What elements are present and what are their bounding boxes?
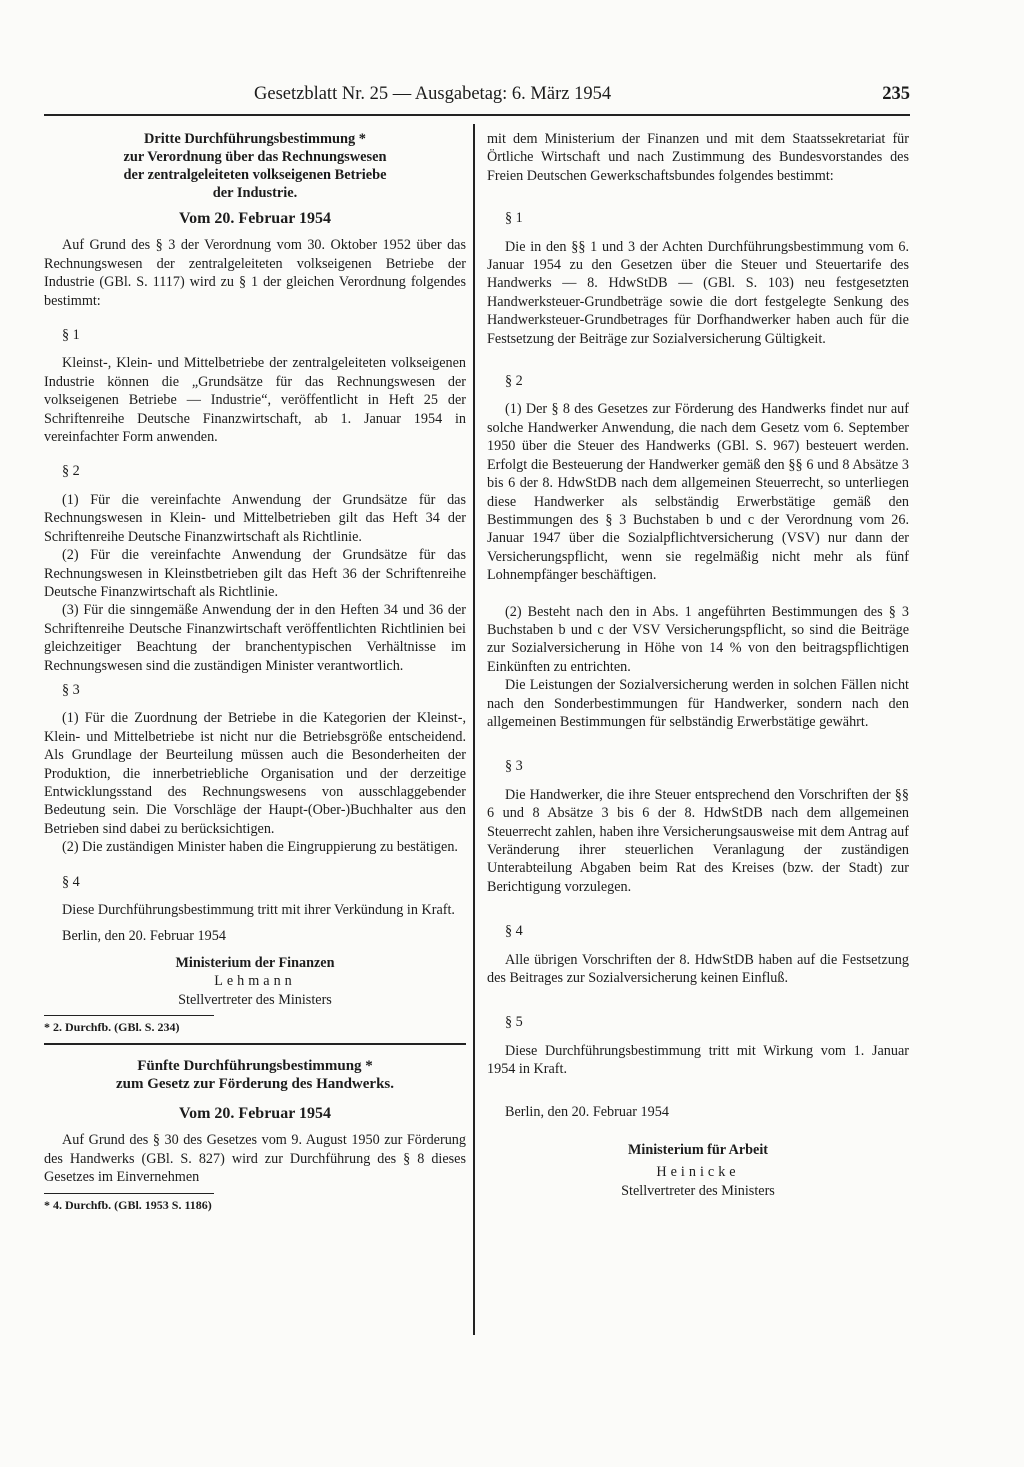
decree2-date: Vom 20. Februar 1954 xyxy=(179,1105,331,1123)
decree1-section-2-par1: (1) Für die vereinfachte Anwendung der Grundsätze für das Rechnungswesen in Klein- und Mittelbetrieben gilt das Heft 34 der Schriftenreihe Deutsche Finanzwirtschaft als Richtlinie. xyxy=(44,491,466,545)
decree2-section-2-par3: Die Leistungen der Sozialversicherung werden in solchen Fällen nicht nach den Sonderbestimmungen für Handwerker, sondern nach den allgemeinen Bestimmungen für selbständig Erwerbstätige gewährt. xyxy=(487,677,909,730)
decree2-section-4-text: Alle übrigen Vorschriften der 8. HdwStDB haben auf die Festsetzung des Beitrages zur Sozialversicherung keinen Einfluß. xyxy=(487,951,909,987)
right-column xyxy=(487,130,909,1200)
decree2-section-3-title: § 3 xyxy=(505,758,523,775)
decree2-signature-place: Berlin, den 20. Februar 1954 xyxy=(505,1103,669,1120)
decree2-ministry: Ministerium für Arbeit xyxy=(627,1142,769,1159)
decree1-section-3-title: § 3 xyxy=(62,681,80,698)
decree1-date: Vom 20. Februar 1954 xyxy=(179,210,331,227)
decree1-section-1-text: Kleinst-, Klein- und Mittelbetriebe der zentralgeleiteten volkseigenen Industrie können die „Grundsätze für das Rechnungswesen der volkseigenen Betriebe — Industrie“, veröffentlicht in Heft 25 der Schriftenreihe Deutsche Finanzwirtschaft, ab 1. Januar 1954 in vereinfachter Form anwenden. xyxy=(44,355,466,446)
decree1-section-3-par2: (2) Die zuständigen Minister haben die Eingruppierung zu bestätigen. xyxy=(62,839,458,856)
decree1-section-2-par3: (3) Für die sinngemäße Anwendung der in den Heften 34 und 36 der Schriftenreihe Deutsche Finanzwirtschaft veröffentlichten Richtlinien bei gleichzeitiger Beachtung der branchentypischen Verhältnisse im Rechnungswesen sind die zuständigen Minister verantwortlich. xyxy=(44,602,466,674)
decree2-signer: Heinicke xyxy=(656,1164,740,1181)
decree1-section-1-title: § 1 xyxy=(62,327,80,344)
footnote-rule xyxy=(44,1015,214,1016)
footnote-rule xyxy=(44,1193,214,1194)
decree1-section-2-par2: (2) Für die vereinfachte Anwendung der Grundsätze für das Rechnungswesen in Kleinstbetrieben gilt das Heft 36 der Schriftenreihe Deutsche Finanzwirtschaft als Richtlinie. xyxy=(44,547,466,600)
decree2-section-3-text: Die Handwerker, die ihre Steuer entsprechend den Vorschriften der §§ 6 und 8 Absätze 3 bis 6 der 8. HdwStDB nach dem allgemeinen Steuerrecht zahlen, haben ihre Versicherungsausweise mit dem Antrag auf Veränderung ihrer steuerlichen Veranlagung der zuständigen Unterabteilung Abgaben beim Rat des Kreises (bzw. der Stadt) zur Berichtigung vorzulegen. xyxy=(487,786,909,895)
decree1-section-2-title: § 2 xyxy=(62,463,80,480)
decree1-ministry: Ministerium der Finanzen xyxy=(175,954,335,971)
decree2-footnote: * 4. Durchfb. (GBl. 1953 S. 1186) xyxy=(44,1197,212,1212)
gazette-title: Gesetzblatt Nr. 25 — Ausgabetag: 6. März 1954 xyxy=(254,84,612,104)
decree2-section-5-title: § 5 xyxy=(505,1014,523,1031)
decree1-heading xyxy=(44,130,466,202)
decree2-heading xyxy=(44,1057,466,1093)
decree1-section-4-title: § 4 xyxy=(62,873,80,890)
decree1-section-3-par1: (1) Für die Zuordnung der Betriebe in die Kategorien der Kleinst-, Klein- und Mittelbetriebe ist nicht nur die Betriebsgröße entscheidend. Als Grundlage der Beurteilung müssen auch die Besonderheiten der Produktion, die innerbetriebliche Organisation und der derzeitige Entwicklungsstand des Rechnungswesens von ausschlaggebender Bedeutung sein. Die Vorschläge der Haupt-(Ober-)Buchhalter aus den Betrieben sind dabei zu berücksichtigen. xyxy=(44,710,466,837)
decree2-section-2-title: § 2 xyxy=(505,373,523,390)
decree2-section-1-title: § 1 xyxy=(505,210,523,227)
decree2-section-5-text: Diese Durchführungsbestimmung tritt mit Wirkung vom 1. Januar 1954 in Kraft. xyxy=(487,1042,909,1078)
decree2-heading-line: zum Gesetz zur Förderung des Handwerks. xyxy=(115,1076,395,1093)
decree1-heading-line: der Industrie. xyxy=(212,185,298,201)
decree1-footnote: * 2. Durchfb. (GBl. S. 234) xyxy=(44,1020,180,1035)
decree2-heading-line: Fünfte Durchführungsbestimmung * xyxy=(137,1058,373,1075)
decree1-signer-role: Stellvertreter des Ministers xyxy=(178,991,332,1008)
decree2-section-2-par2: (2) Besteht nach den in Abs. 1 angeführten Bestimmungen des § 3 Buchstaben b und c der VSV Versicherungspflicht, so sind die Beiträge zur Sozialversicherung in Höhe von 14 % von den beitragspflichtigen Einkünften zu entrichten. xyxy=(487,603,909,675)
page-number: 235 xyxy=(882,84,910,104)
decree-separator xyxy=(44,1043,466,1045)
page-header xyxy=(44,84,910,114)
decree2-section-2-par1: (1) Der § 8 des Gesetzes zur Förderung des Handwerks findet nur auf solche Handwerker Anwendung, die nach dem Gesetz vom 6. September 1950 über die Steuer des Handwerks (GBl. S. 967) besteuert werden. Erfolgt die Besteuerung der Handwerker gemäß den §§ 6 und 8 Absätze 3 bis 6 der 8. HdwStDB nach dem allgemeinen Steuerrecht, so unterliegen diese Handwerker als selbständig Erwerbstätige gemäß den Bestimmungen des § 3 Buchstaben b und c der Verordnung vom 26. Januar 1947 über die Sozialpflichtversicherung (VSV) nur dann der Versicherungspflicht, wenn sie regelmäßig nicht mehr als fünf Lohnempfänger beschäftigen. xyxy=(487,401,909,584)
decree1-heading-line: Dritte Durchführungsbestimmung * xyxy=(143,131,366,147)
decree1-section-4-text: Diese Durchführungsbestimmung tritt mit ihrer Verkündung in Kraft. xyxy=(62,902,455,918)
decree1-signer: Lehmann xyxy=(214,973,296,990)
decree2-section-1-text: Die in den §§ 1 und 3 der Achten Durchführungsbestimmung vom 6. Januar 1954 zu den Gesetzen über die Steuer und Steuertarife des Handwerks — 8. HdwStDB — (GBl. S. 103) neu festgesetzten Handwerksteuer-Grundbeträge sowie die dort festgelegte Senkung des Handwerksteuer-Grundbetrages für Dorfhandwerker haben auch für die Festsetzung der Beiträge zur Sozialversicherung Gültigkeit. xyxy=(487,238,909,347)
decree2-intro: Auf Grund des § 30 des Gesetzes vom 9. August 1950 zur Förderung des Handwerks (GBl. S. 827) wird zur Durchführung des § 8 dieses Gesetzes im Einvernehmen xyxy=(44,1132,466,1186)
decree1-intro: Auf Grund des § 3 der Verordnung vom 30. Oktober 1952 über das Rechnungswesen der zentralgeleiteten volkseigenen Betriebe der Industrie (GBl. S. 1117) wird zu § 1 der gleichen Verordnung folgendes bestimmt: xyxy=(44,237,466,309)
header-rule xyxy=(44,114,910,116)
decree1-signature-place: Berlin, den 20. Februar 1954 xyxy=(62,928,226,945)
decree2-signer-role: Stellvertreter des Ministers xyxy=(621,1182,775,1199)
left-column xyxy=(44,130,466,1213)
decree1-heading-line: der zentralgeleiteten volkseigenen Betriebe xyxy=(123,167,387,183)
decree1-heading-line: zur Verordnung über das Rechnungswesen xyxy=(123,149,387,165)
decree2-intro-continued: mit dem Ministerium der Finanzen und mit dem Staatssekretariat für Örtliche Wirtschaft und nach Zustimmung des Bundesvorstandes des Freien Deutschen Gewerkschaftsbundes folgendes bestimmt: xyxy=(487,131,909,184)
column-divider xyxy=(473,124,475,1335)
decree2-section-4-title: § 4 xyxy=(505,923,523,940)
